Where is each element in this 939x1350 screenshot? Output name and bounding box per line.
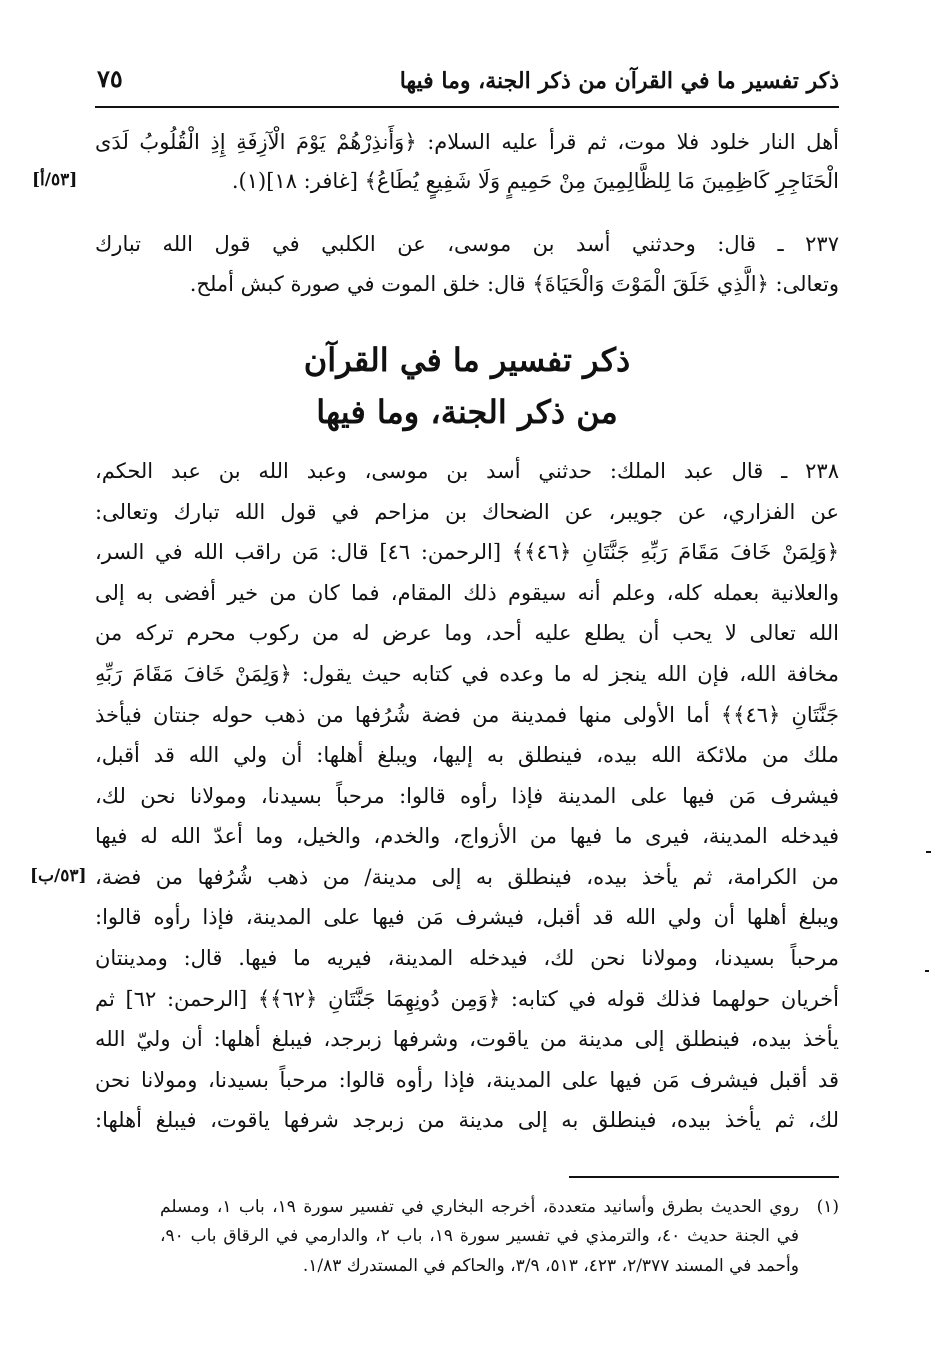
- scan-edge-mark: [926, 851, 931, 853]
- body-line: يأخذ بيده، فينطلق إلى مدينة من ياقوت، وشرفها زبرجد، فيبلغ أهلها: أن وليّ الله: [95, 1027, 839, 1051]
- body-line: وتعالى: ﴿الَّذِي خَلَقَ الْمَوْتَ وَالْحَيَاةَ﴾ قال: خلق الموت في صورة كبش أملح.: [189, 272, 839, 296]
- body-line: فيدخله المدينة، فيرى ما فيها من الأزواج، والخدم، والخيل، وما أعدّ الله له فيها: [95, 824, 839, 848]
- body-line: ويبلغ أهلها أن ولي الله قد أقبل، فيشرف مَن فيها على المدينة، فإذا رأوه قالوا:: [95, 905, 839, 929]
- footnote-line: روي الحديث بطرق وأسانيد متعددة، أخرجه البخاري في تفسير سورة ١٩، باب ١، ومسلم: [160, 1197, 799, 1217]
- body-line: فيشرف مَن فيها على المدينة فإذا رأوه قالوا: مرحباً بسيدنا، ومولانا نحن لك،: [95, 784, 839, 808]
- body-line: من الكرامة، ثم يأخذ بيده، فينطلق به إلى مدينة/ من ذهب شُرُفها من فضة،: [95, 865, 839, 889]
- body-line: مرحباً بسيدنا، ومولانا نحن لك، فيدخله المدينة، فيريه ما فيها. قال: ومدينتان: [95, 946, 839, 970]
- body-line: قد أقبل فيشرف مَن فيها على المدينة، فإذا رأوه قالوا: مرحباً بسيدنا، ومولانا نحن: [95, 1068, 839, 1092]
- body-line: أهل النار خلود فلا موت، ثم قرأ عليه السلام: ﴿وَأَنذِرْهُمْ يَوْمَ الْآزِفَةِ إِذِ الْقُلُوبُ لَدَى: [95, 130, 839, 154]
- page-header: [95, 62, 839, 108]
- body-line: والعلانية بعمله كله، وعلم أنه سيقوم ذلك المقام، فما كان من خير أفضى به إلى: [95, 581, 839, 605]
- body-line: ﴿وَلِمَنْ خَافَ مَقَامَ رَبِّهِ جَنَّتَانِ ﴿٤٦﴾﴾ [الرحمن: ٤٦] قال: مَن راقب الله في السر،: [95, 540, 839, 564]
- footnote-marker: (١): [816, 1197, 839, 1217]
- footnote-line: وأحمد في المسند ٢/٣٧٧، ٤٢٣، ٥١٣، ٣/٩، والحاكم في المستدرك ١/٨٣.: [302, 1256, 799, 1276]
- section-heading-line-1: ذكر تفسير ما في القرآن: [303, 341, 631, 379]
- running-title: ذكر تفسير ما في القرآن من ذكر الجنة، وما فيها: [399, 68, 839, 94]
- body-line: ٢٣٧ ـ قال: وحدثني أسد بن موسى، عن الكلبي في قول الله تبارك: [95, 232, 839, 256]
- body-line: لك، ثم يأخذ بيده، فينطلق به إلى مدينة من زبرجد شرفها ياقوت، فيبلغ أهلها:: [95, 1108, 839, 1132]
- body-line: ملك من ملائكة الله بيده، فينطلق به إليها، ويبلغ أهلها: أن ولي الله قد أقبل،: [95, 743, 839, 767]
- page-number: ٧٥: [97, 64, 123, 93]
- footnote-line: في الجنة حديث ٤٠، والترمذي في تفسير سورة ١٩، باب ٢، والدارمي في الرقاق باب ٩٠،: [160, 1226, 799, 1246]
- body-line: أخريان حولهما فذلك قوله في كتابه: ﴿وَمِن دُونِهِمَا جَنَّتَانِ ﴿٦٢﴾﴾ [الرحمن: ٦٢] ثم: [95, 987, 839, 1011]
- section-heading-line-2: من ذكر الجنة، وما فيها: [316, 393, 618, 431]
- footnote-separator: [569, 1176, 839, 1178]
- body-line: الله تعالى لا يحب أن يطلع عليه أحد، وما عرض له من ركوب محرم تركه من: [95, 621, 839, 645]
- body-line: الْحَنَاجِرِ كَاظِمِينَ مَا لِلظَّالِمِينَ مِنْ حَمِيمٍ وَلَا شَفِيعٍ يُطَاعُ﴾ [غافر: ١٨](١).: [231, 169, 839, 193]
- body-line: جَنَّتَانِ ﴿٤٦﴾﴾ أما الأولى منها فمدينة من فضة شُرُفها من ذهب حوله جنتان فيأخذ: [95, 703, 839, 727]
- margin-folio-ref: [٥٣/أ]: [32, 170, 78, 190]
- body-line: مخافة الله، فإن الله ينجز له ما وعده في كتابه حيث يقول: ﴿وَلِمَنْ خَافَ مَقَامَ رَبِّهِ: [95, 662, 839, 686]
- body-line: ٢٣٨ ـ قال عبد الملك: حدثني أسد بن موسى، وعبد الله بن عبد الحكم،: [95, 459, 839, 483]
- scan-edge-mark: [925, 970, 929, 972]
- margin-folio-ref: [٥٣/ب]: [30, 866, 87, 886]
- body-line: عن الفزاري، عن جويبر، عن الضحاك بن مزاحم في قول الله تبارك وتعالى:: [95, 500, 839, 524]
